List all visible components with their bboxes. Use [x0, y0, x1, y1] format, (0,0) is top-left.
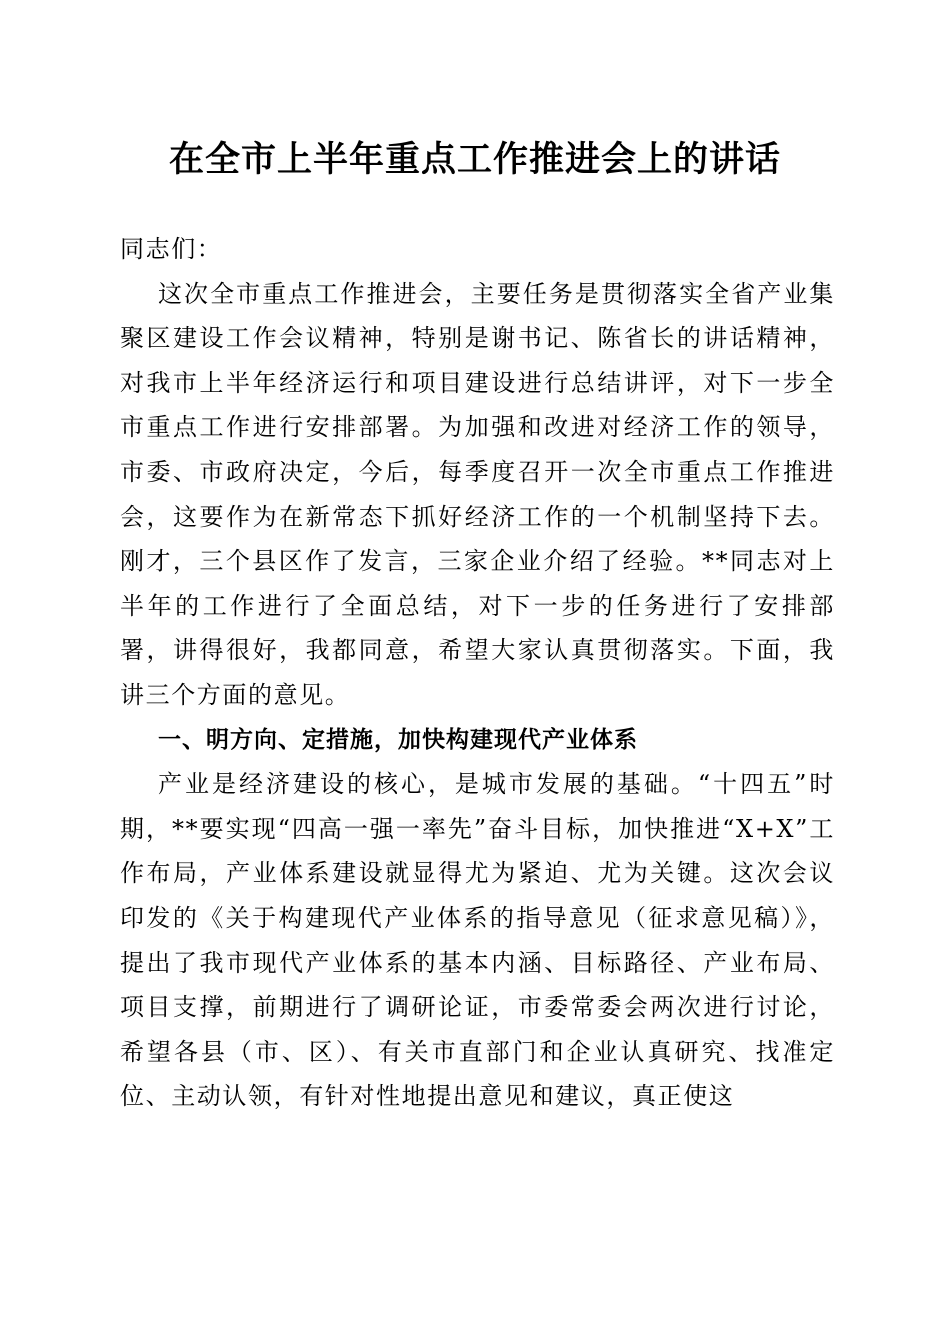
document-body — [120, 227, 835, 1119]
document-title: 在全市上半年重点工作推进会上的讲话 — [168, 139, 781, 180]
salutation: 同志们： — [120, 235, 223, 263]
section-heading-1: 一、明方向、定措施，加快构建现代产业体系 — [158, 726, 638, 753]
opening-paragraph: 这次全市重点工作推进会，主要任务是贯彻落实全省产业集聚区建设工作会议精神，特别是谢书记、陈省长的讲话精神，对我市上半年经济运行和项目建设进行总结讲评，对下一步全市重点工作进行安排部署。为加强和改进对经济工作的领导，市委、市政府决定，今后，每季度召开一次全市重点工作推进会，这要作为在新常态下抓好经济工作的一个机制坚持下去。刚才，三个县区作了发言，三家企业介绍了经验。**同志对上半年的工作进行了全面总结，对下一步的任务进行了安排部署，讲得很好，我都同意，希望大家认真贯彻落实。下面，我讲三个方面的意见。 — [120, 279, 835, 709]
section-1-paragraph: 产业是经济建设的核心，是城市发展的基础。“十四五”时期，**要实现“四高一强一率先”奋斗目标，加快推进“X+X”工作布局，产业体系建设就显得尤为紧迫、尤为关键。这次会议印发的《关于构建现代产业体系的指导意见（征求意见稿）》，提出了我市现代产业体系的基本内涵、目标路径、产业布局、项目支撑，前期进行了调研论证，市委常委会两次进行讨论，希望各县（市、区）、有关市直部门和企业认真研究、找准定位、主动认领，有针对性地提出意见和建议，真正使这 — [120, 770, 835, 1111]
